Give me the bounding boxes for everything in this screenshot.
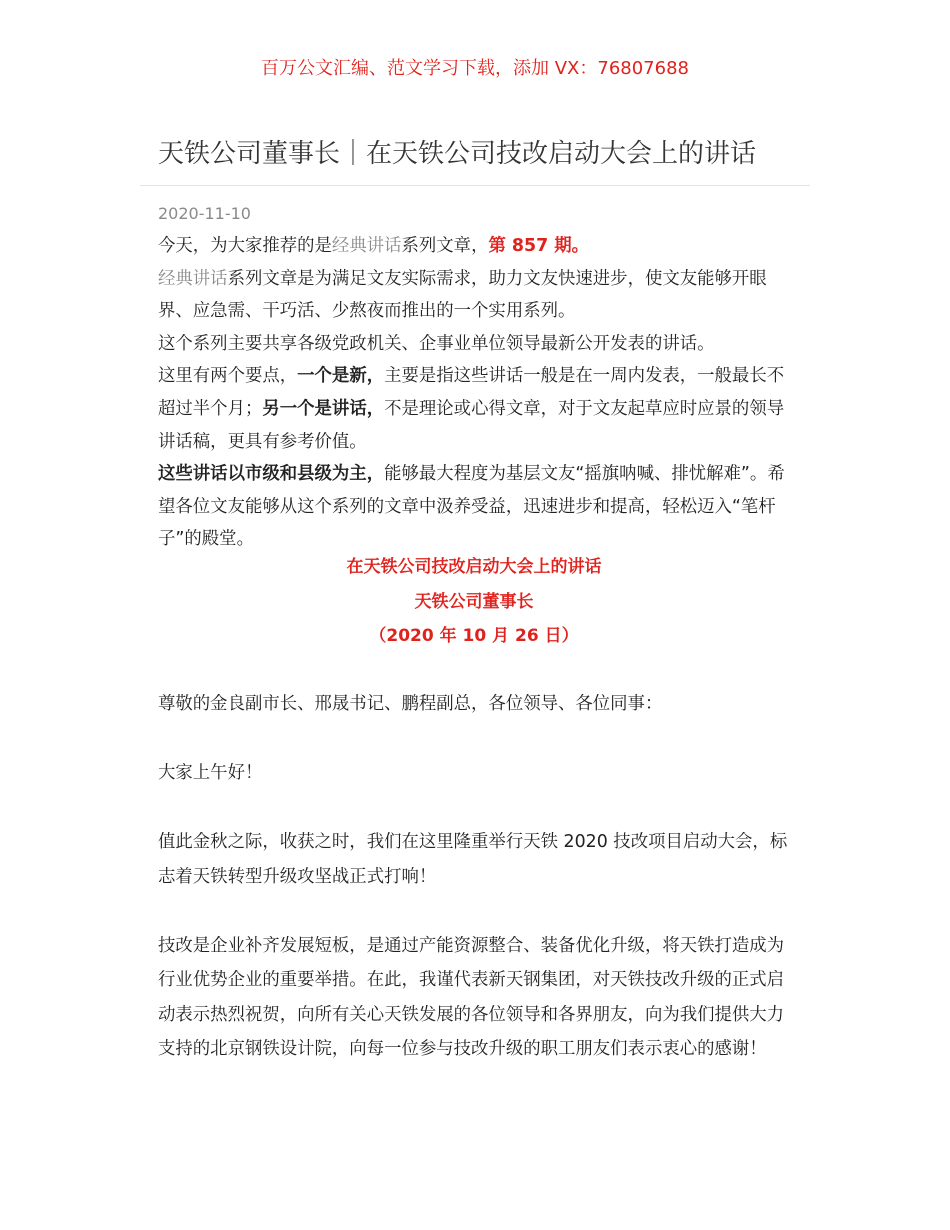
intro-text: 今天，为大家推荐的是 — [158, 236, 332, 256]
intro-bold-text: 一个是新， — [297, 366, 385, 387]
intro-paragraph-5 — [158, 458, 798, 556]
series-name: 经典讲话 — [158, 268, 228, 289]
intro-text: 这里有两个要点， — [158, 366, 298, 387]
issue-number: 第 857 期。 — [488, 236, 590, 256]
speech-paragraph: 值此金秋之际，收获之时，我们在这里隆重举行天铁 2020 技改项目启动大会，标志着天铁转型升级攻坚战正式打响！ — [158, 832, 788, 887]
series-name: 经典讲话 — [331, 236, 402, 256]
speech-body — [158, 687, 798, 1101]
speech-heading — [158, 550, 790, 654]
speech-paragraph: 尊敬的金良副市长、邢晟书记、鹏程副总，各位领导、各位同事： — [158, 694, 663, 714]
intro-text: 能够最大程度为基层文友“摇旗呐喊、排忧解难”。希望各位文友能够从这个系列的文章中汲养受益，迅速进步和提高，轻松迈入“笔杆子”的殿堂。 — [158, 464, 785, 550]
title-divider — [140, 185, 810, 186]
intro-paragraph-2 — [158, 263, 798, 328]
intro-paragraph-4 — [158, 360, 798, 458]
publish-date: 2020-11-10 — [158, 204, 251, 223]
series-intro — [158, 230, 798, 556]
speech-speaker: 天铁公司董事长 — [414, 591, 534, 612]
intro-text: 主要是指这些讲话一般是在一周内发表，一般最长不超过半个月； — [158, 366, 785, 419]
intro-text: 不是理论或心得文章，对于文友起草应时应景的领导讲话稿，更具有参考价值。 — [158, 398, 785, 452]
intro-text: 系列文章是为满足文友实际需求，助力文友快速进步，使文友能够开眼界、应急需、干巧活、少熬夜而推出的一个实用系列。 — [158, 268, 767, 322]
intro-bold-text: 另一个是讲话， — [262, 398, 385, 419]
intro-text: 系列文章， — [401, 236, 489, 256]
intro-bold-text: 这些讲话以市级和县级为主， — [158, 464, 385, 485]
intro-paragraph-3: 这个系列主要共享各级党政机关、企事业单位领导最新公开发表的讲话。 — [158, 333, 715, 354]
intro-paragraph-1 — [158, 230, 798, 263]
speech-paragraph: 大家上午好！ — [158, 763, 263, 783]
speech-paragraph: 技改是企业补齐发展短板，是通过产能资源整合、装备优化升级，将天铁打造成为行业优势企业的重要举措。在此，我谨代表新天钢集团，对天铁技改升级的正式启动表示热烈祝贺，向所有关心天铁发展的各位领导和各界朋友，向为我们提供大力支持的北京钢铁设计院，向每一位参与技改升级的职工朋友们表示衷心的感谢！ — [158, 935, 785, 1059]
promo-banner: 百万公文汇编、范文学习下载，添加 VX：76807688 — [261, 58, 689, 79]
speech-date: （2020 年 10 月 26 日） — [369, 626, 579, 646]
page-title: 天铁公司董事长｜在天铁公司技改启动大会上的讲话 — [158, 139, 757, 169]
speech-title: 在天铁公司技改启动大会上的讲话 — [346, 557, 602, 577]
